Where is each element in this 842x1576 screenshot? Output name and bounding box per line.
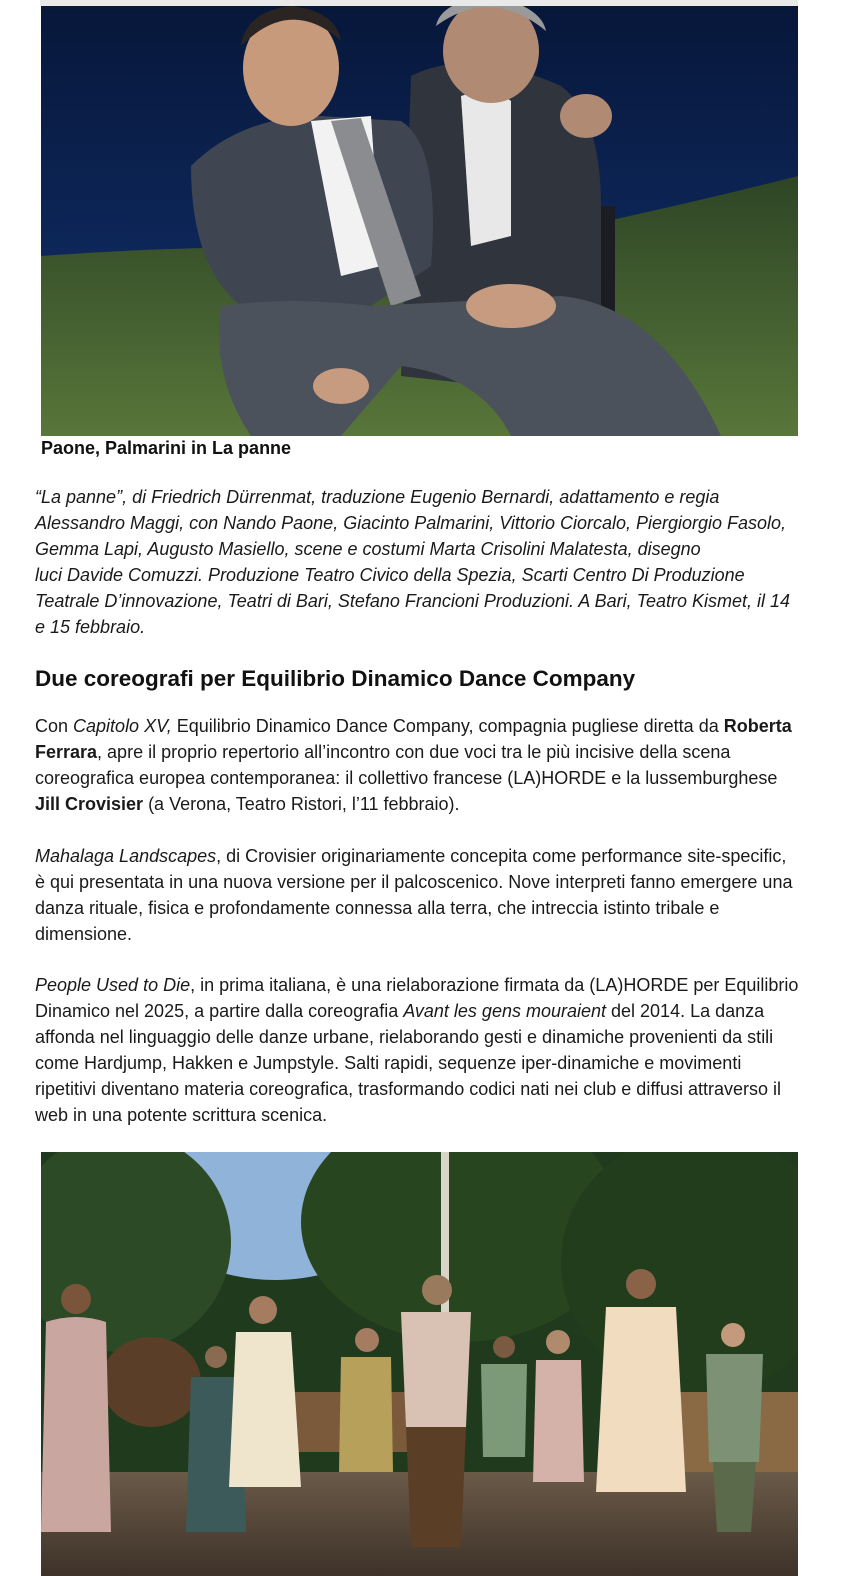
article-photo-dancers	[41, 1152, 798, 1576]
paragraph-line: Ferrara, apre il proprio repertorio all’incontro con due voci tra le più incisive della scena	[35, 742, 731, 762]
paragraph-line: affonda nel linguaggio delle danze urbane, rielaborando gesti e dinamiche provenienti da stili	[35, 1027, 774, 1047]
paragraph-line: Mahalaga Landscapes, di Crovisier originariamente concepita come performance site-specific,	[35, 846, 787, 866]
credits-line: Teatrale D’innovazione, Teatri di Bari, Stefano Francioni Produzioni. A Bari, Teatro Kismet, il 14	[35, 591, 791, 611]
credits-line: Alessandro Maggi, con Nando Paone, Giacinto Palmarini, Vittorio Ciorcalo, Piergiorgio Fasolo,	[35, 513, 787, 533]
section-heading: Due coreografi per Equilibrio Dinamico Dance Company	[35, 666, 636, 691]
paragraph-line: ripetitivi diventano materia coreografica, trasformando codici nati nei club e diffusi attraverso il	[35, 1079, 782, 1099]
credits-line: Gemma Lapi, Augusto Masiello, scene e costumi Marta Crisolini Malatesta, disegno	[35, 539, 701, 559]
paragraph-line: come Hardjump, Hakken e Jumpstyle. Salti rapidi, sequenze iper-dinamiche e movimenti	[35, 1053, 742, 1073]
paragraph-people-used-to-die	[35, 972, 799, 1128]
production-credits	[35, 484, 795, 640]
credits-line: “La panne”, di Friedrich Dürrenmat, traduzione Eugenio Bernardi, adattamento e regia	[35, 487, 720, 507]
paragraph-mahalaga-landscapes	[35, 843, 795, 947]
credits-line: luci Davide Comuzzi. Produzione Teatro Civico della Spezia, Scarti Centro Di Produzione	[35, 565, 745, 585]
paragraph-capitolo-xv	[35, 713, 795, 817]
photo-caption: Paone, Palmarini in La panne	[41, 438, 292, 458]
paragraph-line: Dinamico nel 2025, a partire dalla coreografia Avant les gens mouraient del 2014. La danza	[35, 1001, 765, 1021]
paragraph-line: coreografica europea contemporanea: il collettivo francese (LA)HORDE e la lussemburghese	[35, 768, 778, 788]
credits-line: e 15 febbraio.	[35, 617, 146, 637]
paragraph-line: Con Capitolo XV, Equilibrio Dinamico Dance Company, compagnia pugliese diretta da Roberta	[35, 716, 792, 736]
paragraph-line: Jill Crovisier (a Verona, Teatro Ristori, l’11 febbraio).	[35, 794, 460, 814]
paragraph-line: dimensione.	[35, 924, 133, 944]
article-photo-la-panne	[41, 6, 798, 436]
paragraph-line: People Used to Die, in prima italiana, è una rielaborazione firmata da (LA)HORDE per Equilibrio	[35, 975, 799, 995]
paragraph-line: web in una potente scrittura scenica.	[35, 1105, 328, 1125]
paragraph-line: danza rituale, fisica e profondamente connessa alla terra, che intreccia istinto tribale e	[35, 898, 720, 918]
paragraph-line: è qui presentata in una nuova versione per il palcoscenico. Nove interpreti fanno emergere una	[35, 872, 793, 892]
